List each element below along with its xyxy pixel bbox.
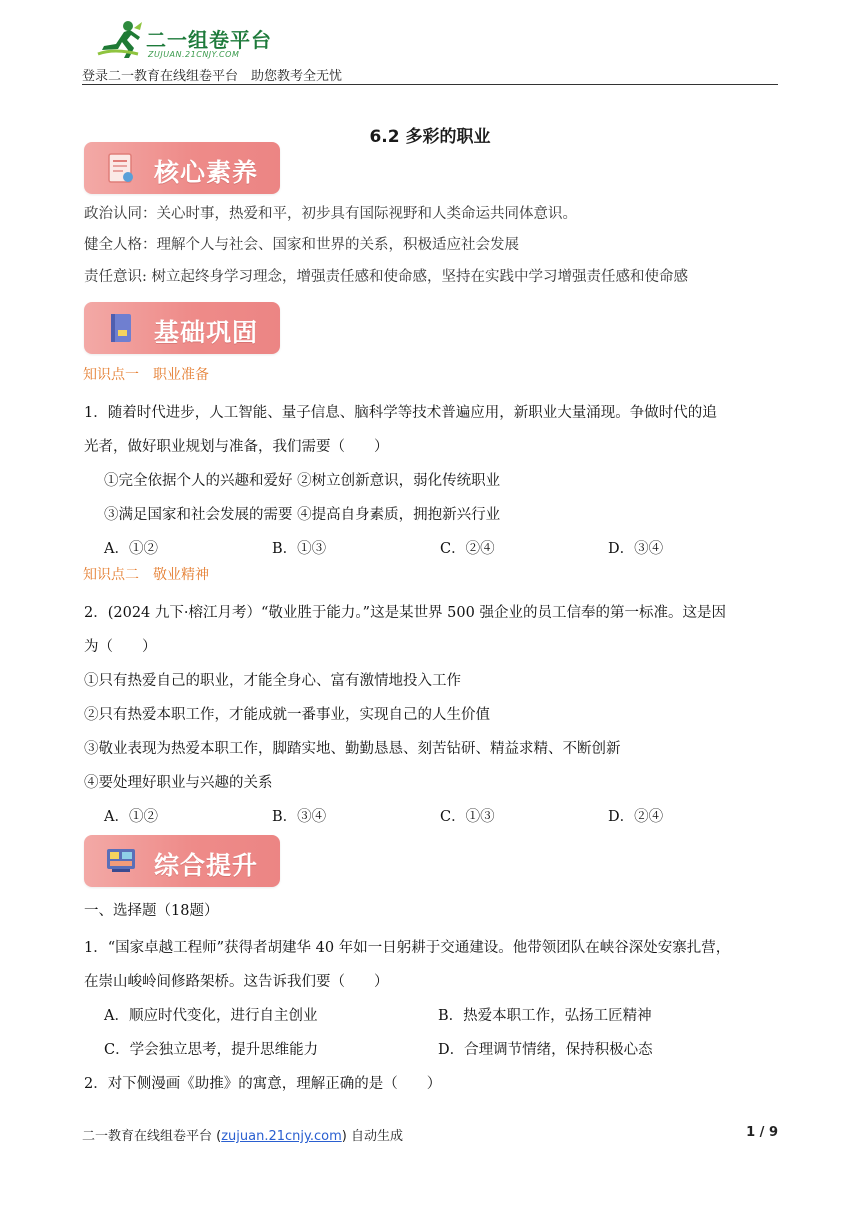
question-3-option-b[interactable]: B．热爱本职工作，弘扬工匠精神 — [438, 1008, 652, 1024]
platform-logo — [94, 20, 274, 62]
question-2-statement-3: ③敬业表现为热爱本职工作，脚踏实地、勤勤恳恳、刻苦钻研、精益求精、不断创新 — [84, 741, 621, 757]
section-banner-basic — [84, 302, 280, 354]
question-1-statement-2: ③满足国家和社会发展的需要 ④提高自身素质，拥抱新兴行业 — [104, 507, 501, 523]
header-slogan: 登录二一教育在线组卷平台 助您教考全无忧 — [82, 69, 343, 84]
footer-source — [82, 1125, 403, 1144]
section-banner-comprehensive — [84, 835, 280, 887]
core-item-2: 健全人格：理解个人与社会、国家和世界的关系，积极适应社会发展 — [84, 237, 519, 253]
question-2-option-c[interactable]: C．①③ — [440, 809, 495, 825]
core-item-1: 政治认同：关心时事，热爱和平，初步具有国际视野和人类命运共同体意识。 — [84, 206, 577, 222]
runner-logo-icon — [94, 20, 144, 60]
question-1-option-a[interactable]: A．①② — [104, 541, 158, 557]
question-1-option-d[interactable]: D．③④ — [608, 541, 664, 557]
question-3-option-d[interactable]: D．合理调节情绪，保持积极心态 — [438, 1042, 653, 1058]
question-3-option-a[interactable]: A．顺应时代变化，进行自主创业 — [104, 1008, 318, 1024]
logo-text: 二一组卷平台 — [146, 28, 272, 52]
core-item-3: 责任意识: 树立起终身学习理念，增强责任感和使命感，坚持在实践中学习增强责任感和使命感 — [84, 269, 688, 285]
footer-link[interactable]: zujuan.21cnjy.com — [221, 1129, 342, 1144]
question-2-statement-4: ④要处理好职业与兴趣的关系 — [84, 775, 273, 791]
question-4-stem-line1: 2．对下侧漫画《助推》的寓意，理解正确的是（ ） — [84, 1076, 442, 1092]
question-2-statement-1: ①只有热爱自己的职业，才能全身心、富有激情地投入工作 — [84, 673, 461, 689]
logo-subtext: ZUJUAN.21CNJY.COM — [148, 50, 240, 59]
section-label-basic: 基础巩固 — [154, 318, 259, 347]
question-1-option-c[interactable]: C．②④ — [440, 541, 495, 557]
document-report-icon — [104, 151, 138, 185]
question-2-option-a[interactable]: A．①② — [104, 809, 158, 825]
presentation-board-icon — [104, 844, 138, 878]
section-label-core: 核心素养 — [154, 158, 259, 187]
question-3-stem-line2: 在崇山峻岭间修路架桥。这告诉我们要（ ） — [84, 974, 389, 990]
question-3-option-c[interactable]: C．学会独立思考，提升思维能力 — [104, 1042, 319, 1058]
question-2-statement-2: ②只有热爱本职工作，才能成就一番事业，实现自己的人生价值 — [84, 707, 490, 723]
header-divider — [82, 84, 778, 85]
footer-suffix: ) 自动生成 — [341, 1129, 403, 1144]
question-1-option-b[interactable]: B．①③ — [272, 541, 327, 557]
question-2-stem-line1: 2．(2024 九下·榕江月考）“敬业胜于能力。”这是某世界 500 强企业的员工信奉的第一标准。这是因 — [84, 605, 726, 621]
question-1-statement-1: ①完全依据个人的兴趣和爱好 ②树立创新意识，弱化传统职业 — [104, 473, 501, 489]
section-label-comprehensive: 综合提升 — [154, 851, 259, 880]
document-title: 6.2 多彩的职业 — [369, 127, 491, 147]
footer-prefix: 二一教育在线组卷平台 ( — [82, 1129, 222, 1144]
knowledge-point-2: 知识点二 敬业精神 — [83, 567, 209, 583]
part-heading: 一、选择题（18题） — [84, 903, 219, 919]
book-icon — [104, 311, 138, 345]
question-2-option-b[interactable]: B．③④ — [272, 809, 327, 825]
knowledge-point-1: 知识点一 职业准备 — [83, 367, 209, 383]
question-2-option-d[interactable]: D．②④ — [608, 809, 664, 825]
question-2-stem-line2: 为（ ） — [84, 639, 157, 655]
section-banner-core — [84, 142, 280, 194]
question-3-stem-line1: 1．“国家卓越工程师”获得者胡建华 40 年如一日躬耕于交通建设。他带领团队在峡谷深处安寨扎营， — [84, 940, 731, 956]
question-1-stem-line2: 光者，做好职业规划与准备，我们需要（ ） — [84, 439, 389, 455]
page-number: 1 / 9 — [746, 1125, 778, 1140]
question-1-stem-line1: 1．随着时代进步，人工智能、量子信息、脑科学等技术普遍应用，新职业大量涌现。争做时代的追 — [84, 405, 717, 421]
